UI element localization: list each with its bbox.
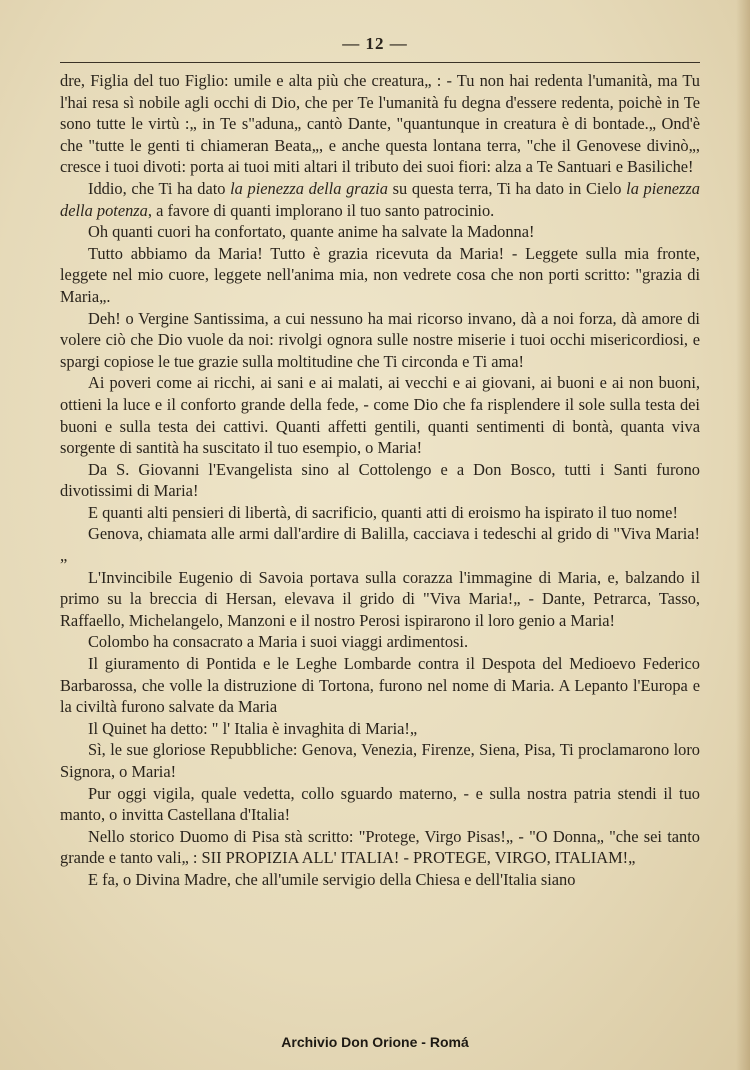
paragraph-8: E quanti alti pensieri di libertà, di sacrificio, quanti atti di eroismo ha ispirato il tuo nome! bbox=[88, 502, 678, 522]
paragraph-14: Sì, le sue gloriose Repubbliche: Genova, Venezia, Firenze, Siena, Pisa, Ti proclamarono loro Signora, o Maria! bbox=[60, 740, 700, 781]
header-rule bbox=[60, 62, 700, 63]
archive-footer: Archivio Don Orione - Romá bbox=[281, 1034, 469, 1050]
page-number: — 12 — bbox=[342, 34, 408, 53]
paragraph-13: Il Quinet ha detto: " l' Italia è invaghita di Maria!„ bbox=[88, 718, 418, 738]
paragraph-17: E fa, o Divina Madre, che all'umile servigio della Chiesa e dell'Italia siano bbox=[88, 869, 576, 889]
paragraph-10: L'Invincibile Eugenio di Savoia portava sulla corazza l'immagine di Maria, e, balzando il primo su la breccia di Hersan, elevava il grido di "Viva Maria!„ - Dante, Petrarca, Tasso, Raffaello, Michelangelo, Manzoni e il nostro Perosi ispirarono il loro genio a Maria! bbox=[60, 567, 700, 630]
paragraph-4: Tutto abbiamo da Maria! Tutto è grazia ricevuta da Maria! - Leggete sulla mia fronte, leggete nel mio cuore, leggete nell'anima mia, non vedrete cosa che non porti scritto: "grazia di Maria„. bbox=[60, 243, 700, 306]
paragraph-2: Iddio, che Ti ha dato la pienezza della grazia su questa terra, Ti ha dato in Cielo la pienezza della potenza, a favore di quanti implorano il tuo santo patrocinio. bbox=[60, 178, 700, 220]
paragraph-7: Da S. Giovanni l'Evangelista sino al Cottolengo e a Don Bosco, tutti i Santi furono divotissimi di Maria! bbox=[60, 459, 700, 501]
paragraph-11: Colombo ha consacrato a Maria i suoi viaggi ardimentosi. bbox=[88, 632, 469, 652]
paragraph-5: Deh! o Vergine Santissima, a cui nessuno ha mai ricorso invano, dà a noi forza, dà amore di volere ciò che Dio vuole da noi: rivolgi ognora sulle nostre miserie i tuoi occhi misericordiosi, e spargi copiose le tue grazie sulla moltitudine che Ti circonda e Ti ama! bbox=[60, 308, 700, 371]
paragraph-12: Il giuramento di Pontida e le Leghe Lombarde contra il Despota del Medioevo Federico Barbarossa, che volle la distruzione di Tortona, furono nel nome di Maria. A Lepanto l'Europa e la civiltà furono salvate da Maria bbox=[60, 654, 700, 717]
body-text bbox=[60, 70, 700, 891]
paragraph-16: Nello storico Duomo di Pisa stà scritto: "Protege, Virgo Pisas!„ - "O Donna„ "che sei tanto grande e tanto vali„ : SII PROPIZIA ALL' ITALIA! - PROTEGE, VIRGO, ITALIAM!„ bbox=[60, 826, 700, 868]
paragraph-1: dre, Figlia del tuo Figlio: umile e alta più che creatura„ : - Tu non hai redenta l'umanità, ma Tu l'hai resa sì nobile agli occhi di Dio, che per Te l'umanità fu degna d'essere redenta, poichè in Te sono tutte le virtù :„ in Te s"aduna„ cantò Dante, "quantunque in creatura è di bontade.„ Ond'è che "tutte le genti ti chiameran Beata„, e anche questa lontana terra, "che il Genovese divinò„, cresce i tuoi divoti: porta ai tuoi miti altari il tributo dei suoi fiori: alza a Te Santuari e Basiliche! bbox=[60, 71, 700, 177]
emphasis-potenza: la pienezza della potenza bbox=[60, 178, 700, 220]
paragraph-3: Oh quanti cuori ha confortato, quante anime ha salvate la Madonna! bbox=[88, 222, 535, 242]
paragraph-15: Pur oggi vigila, quale vedetta, collo sguardo materno, - e sulla nostra patria stendi il tuo manto, o invitta Castellana d'Italia! bbox=[60, 783, 700, 825]
page-edge-shadow bbox=[736, 0, 750, 1070]
paragraph-6: Ai poveri come ai ricchi, ai sani e ai malati, ai vecchi e ai giovani, ai buoni e ai non buoni, ottieni la luce e il conforto grande della fede, - come Dio che fa risplendere il sole sulla testa dei buoni e sulla testa dei cattivi. Quanti affetti gentili, quanti sentimenti di bontà, quanta viva sorgente di santità ha suscitato il tuo esempio, o Maria! bbox=[60, 373, 700, 458]
emphasis-grazia: la pienezza della grazia bbox=[230, 178, 388, 198]
paragraph-9: Genova, chiamata alle armi dall'ardire di Balilla, cacciava i tedeschi al grido di "Viva Maria!„ bbox=[60, 524, 700, 566]
